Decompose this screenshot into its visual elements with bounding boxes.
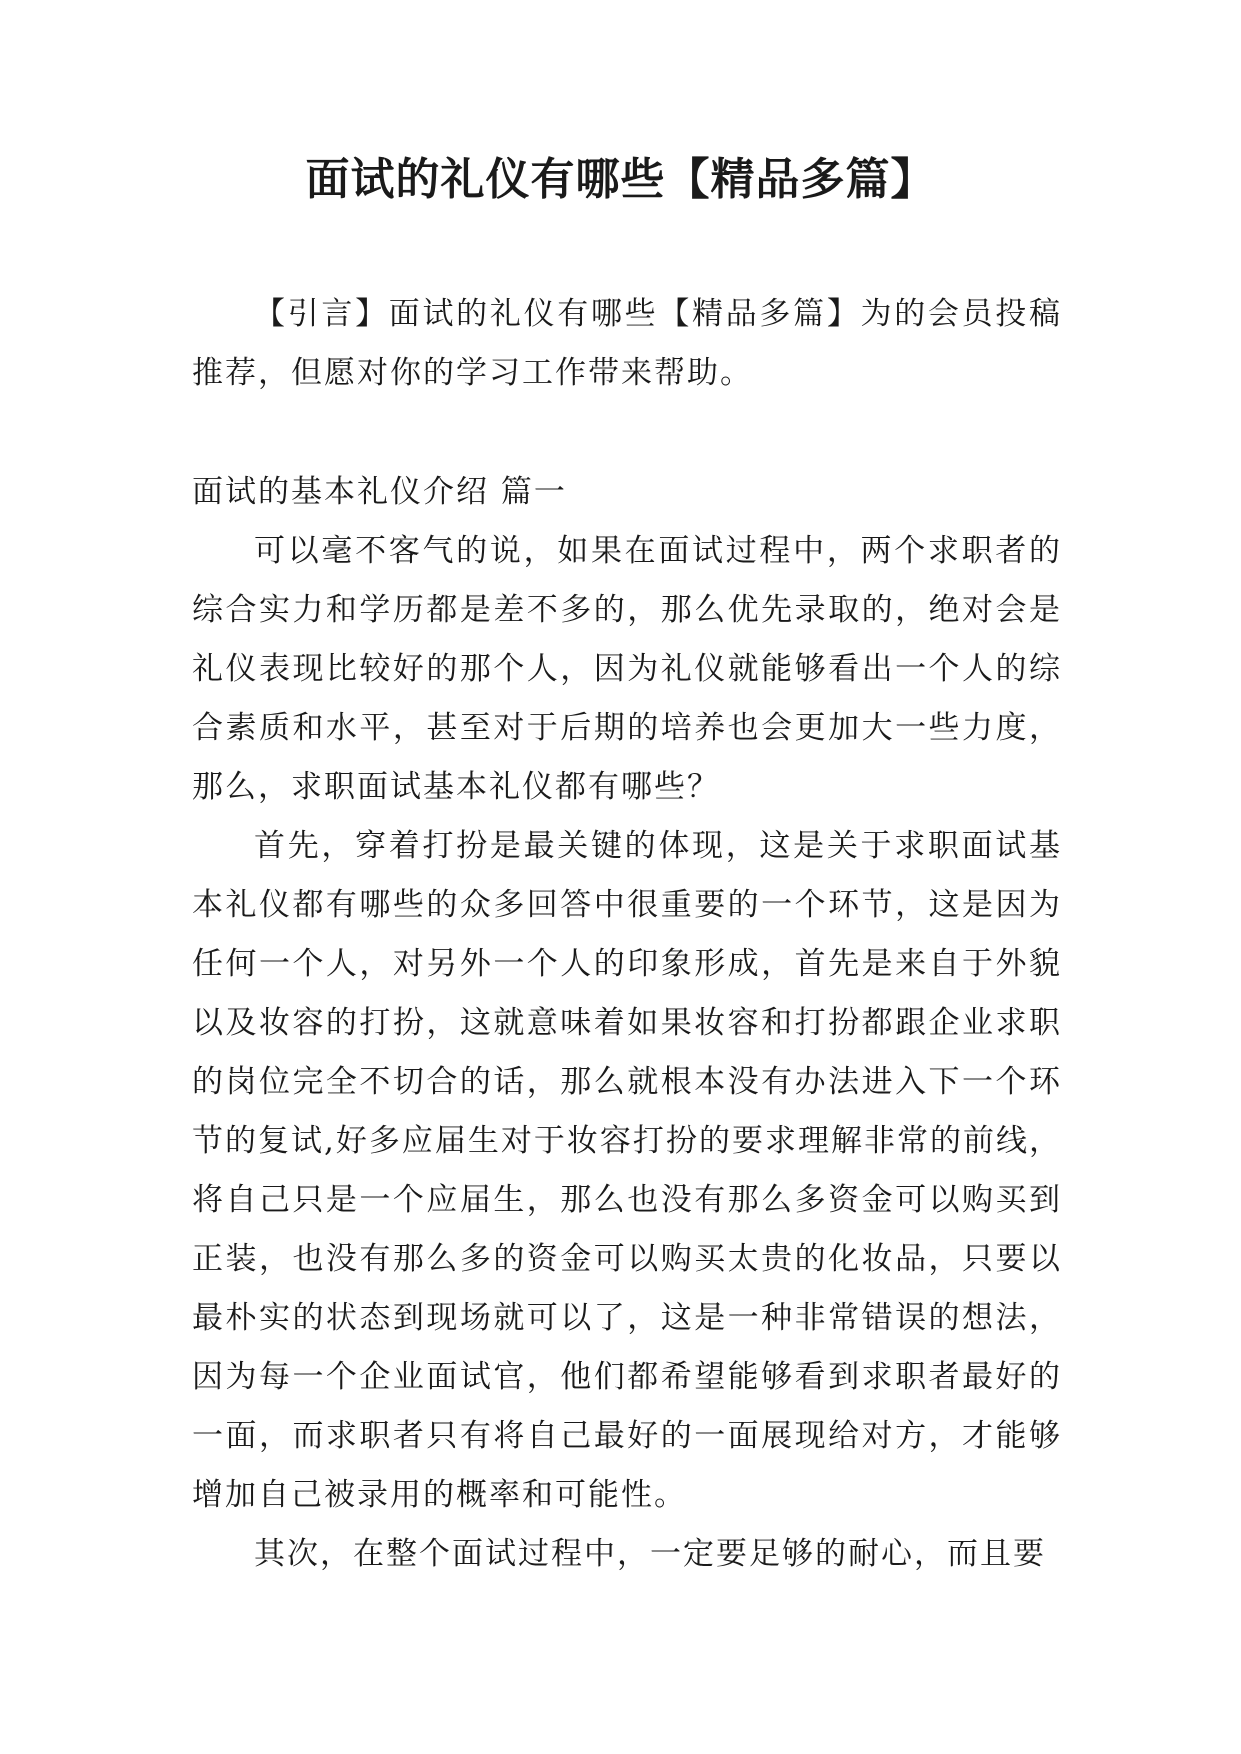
document-body [192,285,1062,1584]
section-heading: 面试的基本礼仪介绍 篇一 [192,474,567,510]
body-paragraph: 首先，穿着打扮是最关键的体现，这是关于求职面试基本礼仪都有哪些的众多回答中很重要的一个环节，这是因为任何一个人，对另外一个人的印象形成，首先是来自于外貌以及妆容的打扮，这就意味着如果妆容和打扮都跟企业求职的岗位完全不切合的话，那么就根本没有办法进入下一个环节的复试,好多应届生对于妆容打扮的要求理解非常的前线，将自己只是一个应届生，那么也没有那么多资金可以购买到正装，也没有那么多的资金可以购买太贵的化妆品，只要以最朴实的状态到现场就可以了，这是一种非常错误的想法，因为每一个企业面试官，他们都希望能够看到求职者最好的一面，而求职者只有将自己最好的一面展现给对方，才能够增加自己被录用的概率和可能性。 [192,828,1062,1513]
document-title: 面试的礼仪有哪些【精品多篇】 [305,154,936,205]
body-paragraph: 可以毫不客气的说，如果在面试过程中，两个求职者的综合实力和学历都是差不多的，那么优先录取的，绝对会是礼仪表现比较好的那个人，因为礼仪就能够看出一个人的综合素质和水平，甚至对于后期的培养也会更加大一些力度，那么，求职面试基本礼仪都有哪些？ [192,533,1062,805]
intro-paragraph: 【引言】面试的礼仪有哪些【精品多篇】为的会员投稿推荐，但愿对你的学习工作带来帮助。 [192,296,1062,391]
body-paragraph: 其次，在整个面试过程中，一定要足够的耐心，而且要 [254,1536,1046,1572]
